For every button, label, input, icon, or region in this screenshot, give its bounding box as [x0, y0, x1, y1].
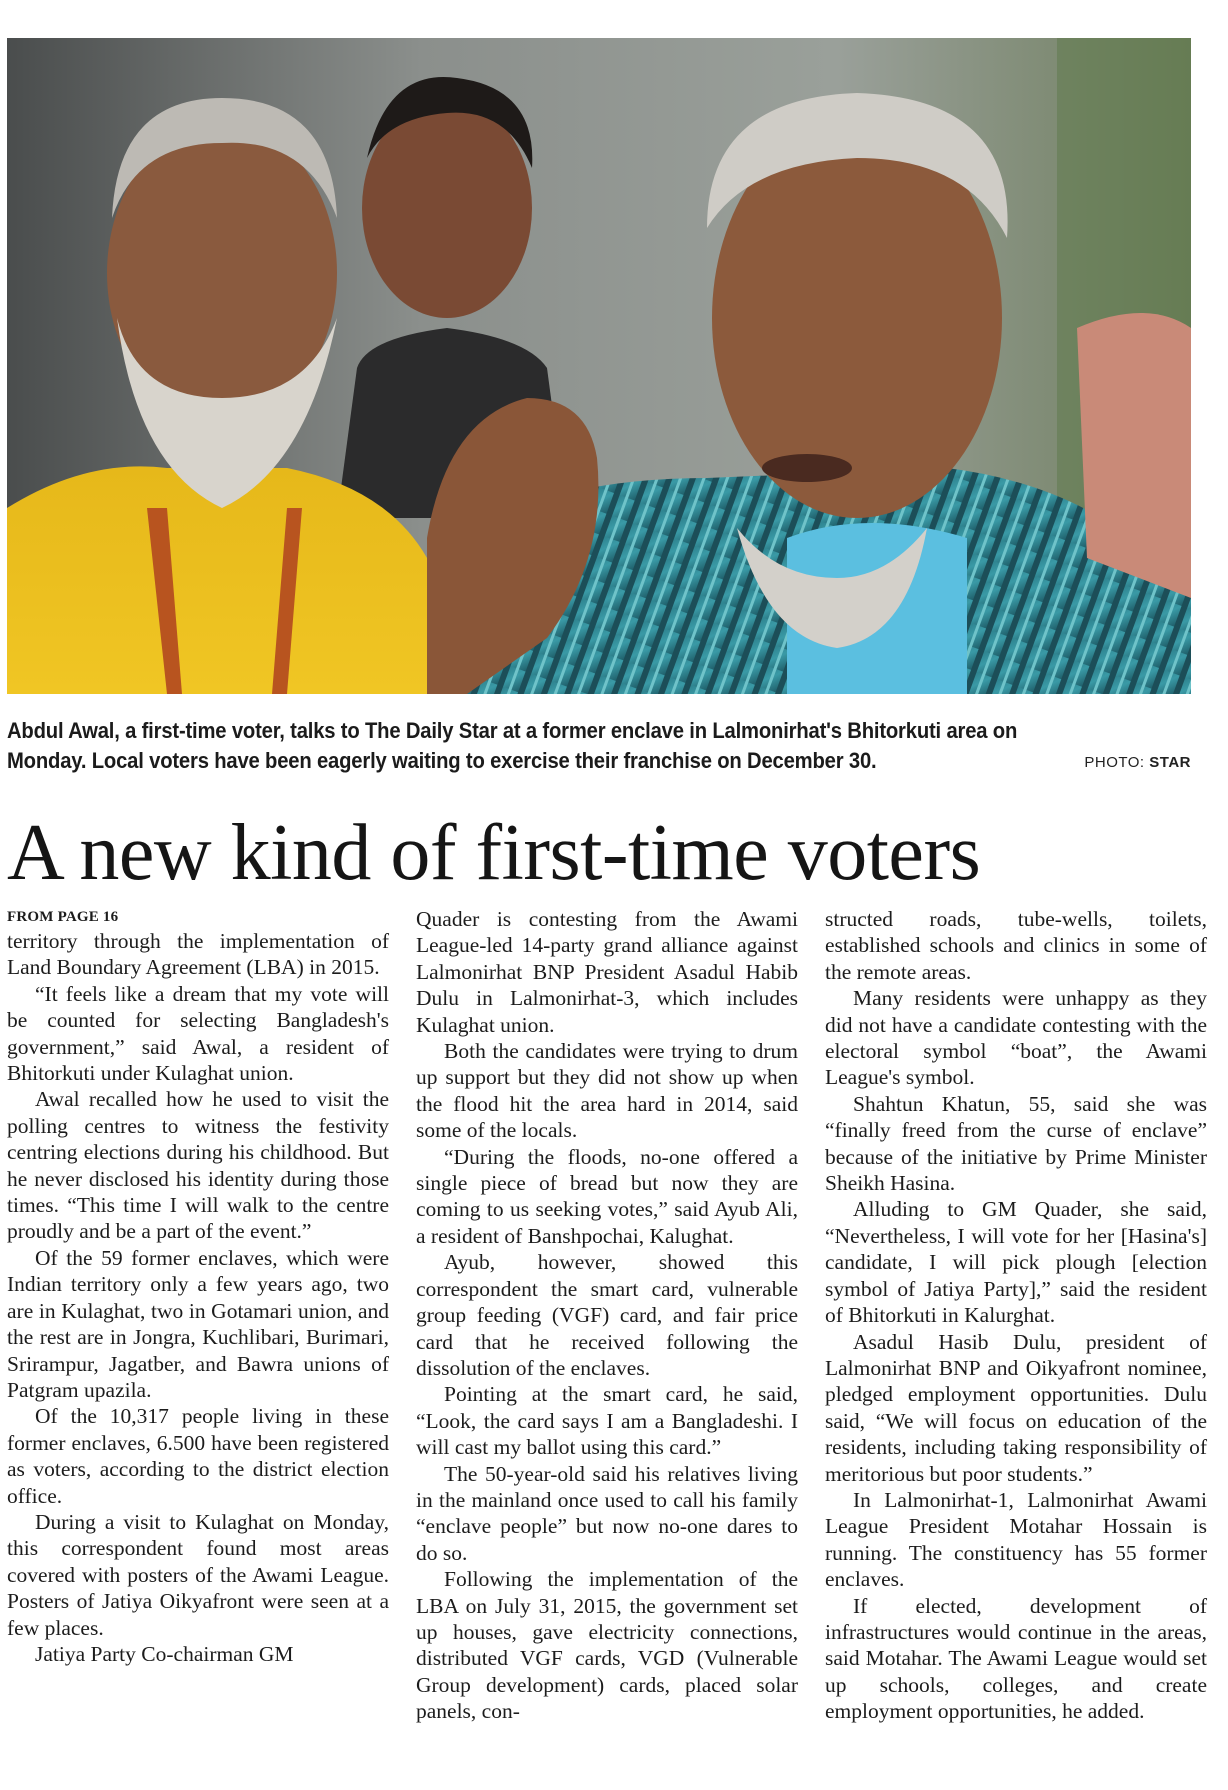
paragraph: The 50-year-old said his relatives living in the mainland once used to call his family “enclave people” but now no-one dares to do so. [416, 1461, 798, 1565]
paragraph: Many residents were unhappy as they did not have a candidate contesting with the electoral symbol “boat”, the Awami League's symbol. [825, 986, 1207, 1090]
photo-credit [1084, 754, 1191, 771]
photo-credit-source: STAR [1149, 754, 1191, 771]
photo-credit-label: PHOTO: [1084, 754, 1145, 771]
photo-caption: Abdul Awal, a first-time voter, talks to The Daily Star at a former enclave in Lalmonirhat's Bhitorkuti area on Monday. Local voters have been eagerly waiting to exercise their franchise on December 30. [7, 718, 1018, 773]
paragraph: “During the floods, no-one offered a single piece of bread but now they are coming to us seeking votes,” said Ayub Ali, a resident of Banshpochai, Kalughat. [416, 1144, 798, 1248]
article-column-3 [825, 906, 1207, 1725]
paragraph: Of the 59 former enclaves, which were Indian territory only a few years ago, two are in Kulaghat, two in Gotamari union, and the rest are in Jongra, Kuchlibari, Burimari, Srirampur, Jagatber, and Bawra unions of Patgram upazila. [7, 1245, 389, 1402]
paragraph: structed roads, tube-wells, toilets, established schools and clinics in some of the remote areas. [825, 907, 1207, 984]
jump-line: FROM PAGE 16 [7, 909, 119, 925]
article-column-2 [416, 906, 798, 1725]
paragraph: Both the candidates were trying to drum up support but they did not show up when the flood hit the area hard in 2014, said some of the locals. [416, 1039, 798, 1143]
paragraph: Jatiya Party Co-chairman GM [35, 1641, 294, 1666]
paragraph: Shahtun Khatun, 55, said she was “finally freed from the curse of enclave” because of the initiative by Prime Minister Sheikh Hasina. [825, 1091, 1207, 1196]
paragraph: Of the 10,317 people living in these former enclaves, 6.500 have been registered as voters, according to the district election office. [7, 1404, 389, 1508]
paragraph: Following the implementation of the LBA on July 31, 2015, the government set up houses, gave electricity connections, distributed VGF cards, VGD (Vulnerable Group development) cards, placed solar panels, con- [416, 1567, 798, 1724]
paragraph: In Lalmonirhat-1, Lalmonirhat Awami League President Motahar Hossain is running. The constituency has 55 former enclaves. [825, 1487, 1207, 1592]
photo-of-three-men-icon [7, 38, 1191, 694]
paragraph: If elected, development of infrastructures would continue in the areas, said Motahar. The Awami League would set up schools, colleges, and create employment opportunities, he added. [825, 1593, 1207, 1724]
paragraph: Alluding to GM Quader, she said, “Nevertheless, I will vote for her [Hasina's] candidate, I will pick plough [election symbol of Jatiya Party],” said the resident of Bhitorkuti in Kalurghat. [825, 1197, 1207, 1328]
paragraph: Asadul Hasib Dulu, president of Lalmonirhat BNP and Oikyafront nominee, pledged employment opportunities. Dulu said, “We will focus on education of the residents, including taking responsibility of meritorious but poor students.” [825, 1329, 1207, 1486]
paragraph: “It feels like a dream that my vote will be counted for selecting Bangladesh's government,” said Awal, a resident of Bhitorkuti under Kulaghat union. [7, 981, 389, 1086]
paragraph: Pointing at the smart card, he said, “Look, the card says I am a Bangladeshi. I will cast my ballot using this card.” [416, 1382, 798, 1460]
headline: A new kind of first-time voters [7, 809, 981, 897]
article-column-1 [7, 906, 389, 1667]
paragraph: Awal recalled how he used to visit the polling centres to witness the festivity centring elections during his childhood. But he never disclosed his identity during those times. “This time I will walk to the centre proudly and be a part of the event.” [7, 1087, 389, 1244]
paragraph: territory through the implementation of Land Boundary Agreement (LBA) in 2015. [7, 929, 389, 980]
paragraph: Quader is contesting from the Awami League-led 14-party grand alliance against Lalmonirhat BNP President Asadul Habib Dulu in Lalmonirhat-3, which includes Kulaghat union. [416, 907, 798, 1037]
paragraph: During a visit to Kulaghat on Monday, this correspondent found most areas covered with posters of the Awami League. Posters of Jatiya Oikyafront were seen at a few places. [7, 1509, 389, 1640]
news-photo [7, 38, 1191, 694]
paragraph: Ayub, however, showed this correspondent the smart card, vulnerable group feeding (VGF) card, and fair price card that he received following the dissolution of the enclaves. [416, 1250, 798, 1380]
